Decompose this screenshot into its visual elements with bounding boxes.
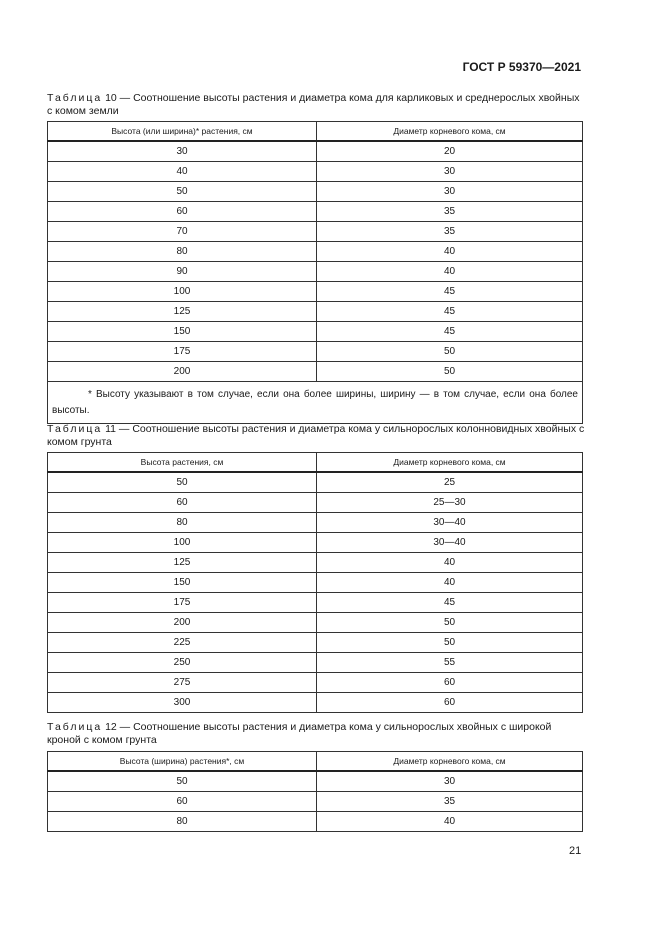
table-row <box>48 673 583 693</box>
table-row <box>48 771 583 792</box>
root-ball-diameter-cell: 40 <box>317 553 583 573</box>
table12-body <box>48 771 583 832</box>
table-row <box>48 141 583 162</box>
root-ball-diameter-cell: 30 <box>317 162 583 182</box>
document-header: ГОСТ Р 59370—2021 <box>462 60 581 74</box>
root-ball-diameter-cell: 30 <box>317 182 583 202</box>
table-row <box>48 573 583 593</box>
height-cell: 80 <box>48 513 317 533</box>
table-row <box>48 182 583 202</box>
table-row <box>48 472 583 493</box>
root-ball-diameter-cell: 45 <box>317 322 583 342</box>
root-ball-diameter-cell: 40 <box>317 573 583 593</box>
table10-col1-header: Высота (или ширина)* растения, см <box>48 122 317 142</box>
root-ball-diameter-cell: 50 <box>317 342 583 362</box>
root-ball-diameter-cell: 50 <box>317 362 583 382</box>
table-row <box>48 593 583 613</box>
table-row <box>48 533 583 553</box>
table-row <box>48 693 583 713</box>
root-ball-diameter-cell: 45 <box>317 593 583 613</box>
root-ball-diameter-cell: 40 <box>317 242 583 262</box>
root-ball-diameter-cell: 60 <box>317 673 583 693</box>
height-cell: 275 <box>48 673 317 693</box>
table11-label: Таблица <box>47 423 103 435</box>
table11-caption <box>47 423 587 449</box>
root-ball-diameter-cell: 25 <box>317 472 583 493</box>
table12-label: Таблица <box>47 721 103 733</box>
table-row <box>48 633 583 653</box>
root-ball-diameter-cell: 50 <box>317 633 583 653</box>
table-row <box>48 282 583 302</box>
table-row <box>48 553 583 573</box>
table12 <box>47 751 583 832</box>
height-cell: 50 <box>48 182 317 202</box>
table10-label: Таблица <box>47 92 103 104</box>
height-cell: 80 <box>48 242 317 262</box>
root-ball-diameter-cell: 30 <box>317 771 583 792</box>
table-footnote <box>48 382 583 424</box>
table-row <box>48 322 583 342</box>
table-row <box>48 792 583 812</box>
root-ball-diameter-cell: 40 <box>317 262 583 282</box>
height-cell: 90 <box>48 262 317 282</box>
root-ball-diameter-cell: 50 <box>317 613 583 633</box>
height-cell: 250 <box>48 653 317 673</box>
height-cell: 175 <box>48 342 317 362</box>
table11-col1-header: Высота растения, см <box>48 453 317 473</box>
height-cell: 80 <box>48 812 317 832</box>
table-row <box>48 342 583 362</box>
height-cell: 100 <box>48 533 317 553</box>
table12-col1-header: Высота (ширина) растения*, см <box>48 752 317 772</box>
height-cell: 30 <box>48 141 317 162</box>
table10-caption <box>47 92 587 118</box>
table12-caption <box>47 721 587 747</box>
root-ball-diameter-cell: 30—40 <box>317 533 583 553</box>
table-row <box>48 513 583 533</box>
height-cell: 200 <box>48 362 317 382</box>
height-cell: 60 <box>48 493 317 513</box>
table-row <box>48 362 583 382</box>
height-cell: 175 <box>48 593 317 613</box>
height-cell: 300 <box>48 693 317 713</box>
table-row <box>48 812 583 832</box>
table-row <box>48 162 583 182</box>
root-ball-diameter-cell: 20 <box>317 141 583 162</box>
root-ball-diameter-cell: 35 <box>317 792 583 812</box>
table-row <box>48 222 583 242</box>
table-row <box>48 613 583 633</box>
root-ball-diameter-cell: 35 <box>317 202 583 222</box>
table10-col2-header: Диаметр корневого кома, см <box>317 122 583 142</box>
root-ball-diameter-cell: 25—30 <box>317 493 583 513</box>
height-cell: 150 <box>48 322 317 342</box>
table11 <box>47 452 583 713</box>
footnote-text: * Высоту указывают в том случае, если она более ширины, ширину — в том случае, если она более высоты. <box>52 389 578 416</box>
height-cell: 150 <box>48 573 317 593</box>
table11-col2-header: Диаметр корневого кома, см <box>317 453 583 473</box>
table10-body <box>48 141 583 424</box>
root-ball-diameter-cell: 60 <box>317 693 583 713</box>
root-ball-diameter-cell: 55 <box>317 653 583 673</box>
table10-title: 10 — Соотношение высоты растения и диаметра кома для карликовых и среднерослых хвойных с комом земли <box>47 92 580 117</box>
table-note-row <box>48 382 583 424</box>
height-cell: 50 <box>48 771 317 792</box>
table11-body <box>48 472 583 713</box>
root-ball-diameter-cell: 45 <box>317 282 583 302</box>
height-cell: 60 <box>48 792 317 812</box>
height-cell: 60 <box>48 202 317 222</box>
table-row <box>48 653 583 673</box>
table-row <box>48 202 583 222</box>
table-row <box>48 302 583 322</box>
height-cell: 100 <box>48 282 317 302</box>
root-ball-diameter-cell: 30—40 <box>317 513 583 533</box>
root-ball-diameter-cell: 35 <box>317 222 583 242</box>
height-cell: 200 <box>48 613 317 633</box>
root-ball-diameter-cell: 45 <box>317 302 583 322</box>
table10 <box>47 121 583 424</box>
table11-title: 11 — Соотношение высоты растения и диаметра кома у сильнорослых колонновидных хвойных с комом грунта <box>47 423 585 448</box>
root-ball-diameter-cell: 40 <box>317 812 583 832</box>
page-number: 21 <box>569 845 582 857</box>
table-row <box>48 242 583 262</box>
table-row <box>48 262 583 282</box>
height-cell: 40 <box>48 162 317 182</box>
table12-col2-header: Диаметр корневого кома, см <box>317 752 583 772</box>
height-cell: 125 <box>48 302 317 322</box>
height-cell: 125 <box>48 553 317 573</box>
height-cell: 225 <box>48 633 317 653</box>
height-cell: 50 <box>48 472 317 493</box>
table12-title: 12 — Соотношение высоты растения и диаметра кома у сильнорослых хвойных с широкой кроной с комом грунта <box>47 721 552 746</box>
height-cell: 70 <box>48 222 317 242</box>
table-row <box>48 493 583 513</box>
